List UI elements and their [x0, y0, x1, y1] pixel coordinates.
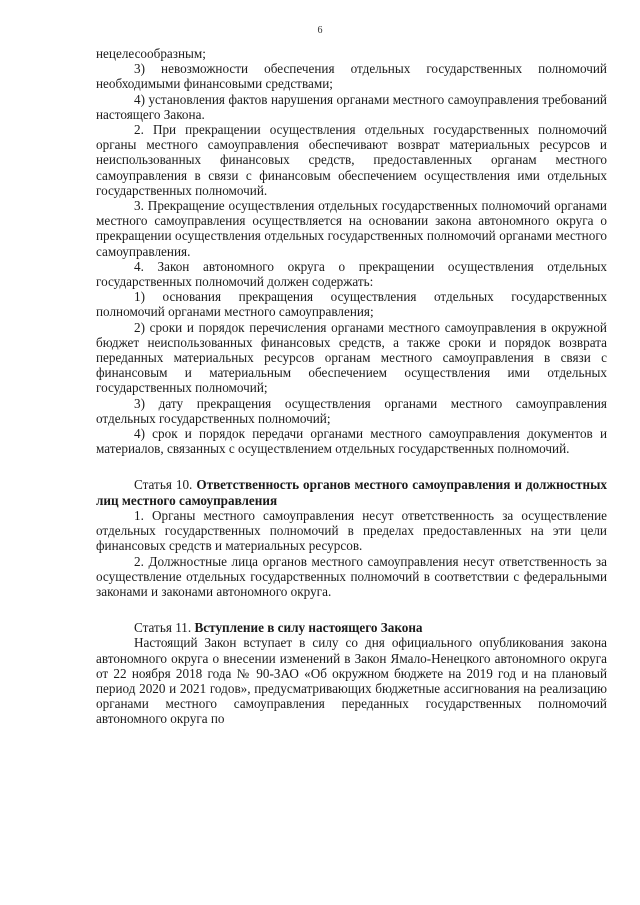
article-10-prefix: Статья 10.: [134, 477, 197, 493]
paragraph: 1. Органы местного самоуправления несут ответственность за осуществление отдельных государственных полномочий в пределах предоставленных на эти цели финансовых средств и материальных ресурсов.: [96, 507, 607, 554]
paragraph: 2. При прекращении осуществления отдельных государственных полномочий органы местного самоуправления обеспечивают возврат материальных ресурсов и неиспользованных финансовых средств, предоставленных органам местного самоуправления в связи с финансовым обеспечением осуществления ими отдельных государственных полномочий.: [96, 122, 607, 198]
paragraph: 4) установления фактов нарушения органами местного самоуправления требований настоящего Закона.: [96, 91, 607, 122]
article-10-title: Ответственность органов местного самоуправления и должностных лиц местного самоуправления: [96, 477, 608, 508]
paragraph: нецелесообразным;: [96, 46, 206, 61]
paragraph: 2) сроки и порядок перечисления органами местного самоуправления в окружной бюджет неиспользованных финансовых средств, а также сроки и порядок возврата переданных материальных ресурсов органам местного самоуправления в связи с финансовым и материальным обеспечением осуществления ими отдельных государственных полномочий;: [96, 319, 607, 396]
paragraph: 2. Должностные лица органов местного самоуправления несут ответственность за осуществление отдельных государственных полномочий в соответствии с федеральными законами и законами автономного округа.: [96, 553, 607, 599]
article-10-heading: [96, 477, 607, 507]
article-11-title: Вступление в силу настоящего Закона: [194, 620, 423, 636]
paragraph: 4) срок и порядок передачи органами местного самоуправления документов и материалов, связанных с осуществлением отдельных государственных полномочий.: [96, 426, 607, 457]
paragraph: 3) дату прекращения осуществления органами местного самоуправления отдельных государственных полномочий;: [96, 395, 607, 426]
paragraph: 3) невозможности обеспечения отдельных государственных полномочий необходимыми финансовыми средствами;: [96, 61, 607, 92]
article-11-heading: [96, 620, 607, 635]
paragraph: 3. Прекращение осуществления отдельных государственных полномочий органами местного самоуправления осуществляется на основании закона автономного округа о прекращении осуществления отдельных государственных полномочий органами местного самоуправления.: [96, 198, 607, 259]
spacer: [96, 599, 607, 620]
document-body: [96, 46, 607, 727]
paragraph: 4. Закон автономного округа о прекращении осуществления отдельных государственных полномочий должен содержать:: [96, 258, 607, 290]
spacer: [96, 456, 607, 477]
paragraph: Настоящий Закон вступает в силу со дня официального опубликования закона автономного округа о внесении изменений в Закон Ямало-Ненецкого автономного округа от 22 ноября 2018 года № 90-ЗАО «Об окружном бюджете на 2019 год и на плановый период 2020 и 2021 годов», предусматривающих бюджетные ассигнования на реализацию органами местного самоуправления переданных государственных полномочий автономного округа по: [96, 635, 607, 727]
article-11-prefix: Статья 11.: [134, 620, 195, 636]
page-number: 6: [317, 25, 323, 36]
paragraph: 1) основания прекращения осуществления отдельных государственных полномочий органами местного самоуправления;: [96, 289, 607, 320]
